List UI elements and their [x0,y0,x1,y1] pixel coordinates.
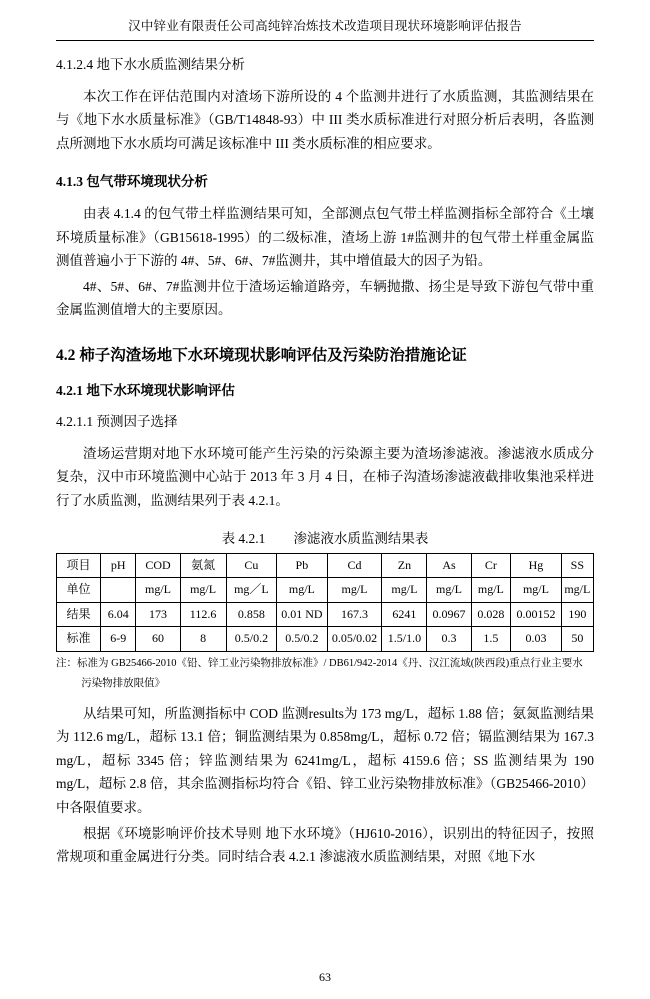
table-cell: 0.05/0.02 [327,627,382,652]
table-body [57,553,594,651]
table-cell: mg/L [277,578,327,603]
table-cell: 8 [180,627,226,652]
header-title: 汉中锌业有限责任公司高纯锌冶炼技术改造项目现状环境影响评估报告 [128,19,522,33]
table-cell: Cu [226,553,276,578]
table-row [57,602,594,627]
page-header [56,18,594,40]
table-cell: SS [561,553,593,578]
table-cell: Zn [382,553,427,578]
table-cell: 6.04 [101,602,136,627]
paragraph-results-analysis: 从结果可知，所监测指标中 COD 监测results为 173 mg/L，超标 1.88 倍；氨氮监测结果为 112.6 mg/L，超标 13.1 倍；铜监测结果为 0.858mg/L，超标 0.72 倍；镉监测结果为 167.3 mg/L，超标 3345 倍；锌监测结果为 6241mg/L，超标 4159.6 倍；SS 监测结果为 190 mg/L，超标 2.8 倍，其余监测指标均符合《铅、锌工业污染物排放标准》（GB25466-2010）中各限值要求。 [56,705,594,815]
table-cell: pH [101,553,136,578]
table-cell: Hg [511,553,561,578]
table-cell: 173 [136,602,180,627]
table-cell: Pb [277,553,327,578]
table-cell: 氨氮 [180,553,226,578]
table-cell: 60 [136,627,180,652]
table-cell: 1.5/1.0 [382,627,427,652]
table-cell: 标准 [57,627,101,652]
table-cell: mg/L [511,578,561,603]
paragraph-groundwater-quality: 本次工作在评估范围内对渣场下游所设的 4 个监测井进行了水质监测，其监测结果在与《地下水水质量标准》（GB/T14848-93）中 III 类水质标准进行对照分析后表明，各监测点所测地下水水质均可满足该标准中 III 类水质标准的相应要求。 [56,88,594,151]
paragraph-prediction-factors: 渣场运营期对地下水环境可能产生污染的污染源主要为渣场渗滤液。渗滤液水质成分复杂，汉中市环境监测中心站于 2013 年 3 月 4 日，在柿子沟渣场渗滤液截排收集池采样进行了水质监测，监测结果列于表 4.2.1。 [56,445,594,508]
table-cell [101,578,136,603]
paragraph-vadose-zone-2: 4#、5#、6#、7#监测井位于渣场运输道路旁，车辆抛撒、扬尘是导致下游包气带中重金属监测值增大的主要原因。 [56,278,594,318]
table-cell: 0.028 [471,602,511,627]
page-number: 63 [319,970,331,984]
table-cell: 112.6 [180,602,226,627]
table-cell: 单位 [57,578,101,603]
table-cell: mg/L [382,578,427,603]
table-header-row [57,553,594,578]
table-cell: 6241 [382,602,427,627]
table-cell: mg／L [226,578,276,603]
table-cell: 1.5 [471,627,511,652]
page-footer [0,970,650,985]
table-cell: 0.3 [427,627,471,652]
table-caption [56,527,594,547]
table-cell: 50 [561,627,593,652]
table-cell: 0.01 ND [277,602,327,627]
heading-4-2: 4.2 柿子沟渣场地下水环境现状影响评估及污染防治措施论证 [56,347,467,364]
heading-4-2-1-1: 4.2.1.1 预测因子选择 [56,413,178,429]
table-cell: 190 [561,602,593,627]
table-cell: mg/L [136,578,180,603]
table-cell: As [427,553,471,578]
leachate-quality-table [56,553,594,652]
table-cell: 0.03 [511,627,561,652]
table-cell: Cd [327,553,382,578]
heading-4-1-2-4: 4.1.2.4 地下水水质监测结果分析 [56,56,245,72]
table-cell: 0.5/0.2 [226,627,276,652]
table-cell: 0.00152 [511,602,561,627]
table-row [57,578,594,603]
header-divider [56,40,594,41]
table-cell: 0.5/0.2 [277,627,327,652]
table-cell: mg/L [471,578,511,603]
table-row [57,627,594,652]
table-cell: 0.858 [226,602,276,627]
heading-4-2-1: 4.2.1 地下水环境现状影响评估 [56,383,235,399]
table-note-line-2: 污染物排放限值》 [81,677,166,689]
table-cell: mg/L [561,578,593,603]
table-cell: 6-9 [101,627,136,652]
table-cell: Cr [471,553,511,578]
paragraph-vadose-zone-1: 由表 4.1.4 的包气带土样监测结果可知，全部测点包气带土样监测指标全部符合《土壤环境质量标准》（GB15618-1995）的二级标准，渣场上游 1#监测井的包气带土样重金属监测值普遍小于下游的 4#、5#、6#、7#监测井，其中增值最大的因子为铅。 [56,205,594,269]
table-cell: 结果 [57,602,101,627]
table-cell: 0.0967 [427,602,471,627]
table-cell: 项目 [57,553,101,578]
table-cell: mg/L [327,578,382,603]
table-cell: 167.3 [327,602,382,627]
table-caption-label: 表 4.2.1 [221,530,266,546]
paragraph-guideline-classification: 根据《环境影响评价技术导则 地下水环境》（HJ610-2016），识别出的特征因子，按照常规项和重金属进行分类。同时结合表 4.2.1 渗滤液水质监测结果，对照《地下水 [56,825,594,865]
table-caption-title: 渗滤液水质监测结果表 [293,530,429,546]
table-cell: mg/L [180,578,226,603]
table-cell: COD [136,553,180,578]
heading-4-1-3: 4.1.3 包气带环境现状分析 [56,173,208,189]
table-note-line-1: 注：标准为 GB25466-2010《铅、锌工业污染物排放标准》/ DB61/942-2014《丹、汉江流域(陕西段)重点行业主要水 [56,658,583,669]
table-cell: mg/L [427,578,471,603]
